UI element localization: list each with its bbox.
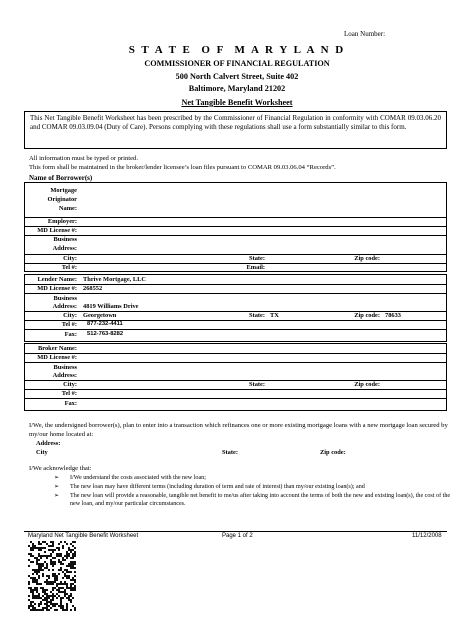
- home-address-label: Address:: [36, 440, 61, 447]
- originator-employer-label: Employer:: [47, 218, 77, 225]
- office-street-address: 500 North Calvert Street, Suite 402: [175, 72, 299, 81]
- bullet-arrow-icon: ➢: [54, 475, 60, 481]
- lender-business-label: Business: [53, 295, 77, 302]
- lender-zip-label: Zip code:: [354, 312, 380, 319]
- lender-fax-value: 512-763-8282: [87, 331, 124, 337]
- broker-city-label: City:: [63, 381, 77, 388]
- borrower-names-label: Name of Borrower(s): [29, 174, 93, 182]
- originator-name-label-3: Name:: [58, 205, 77, 212]
- lender-license-label: MD License #:: [37, 285, 77, 292]
- originator-business-label: Business: [53, 236, 77, 243]
- instruction-records: This form shall be maintained in the broker/lender licensee’s loan files pursuant to COMAR 09.03.06.04 “Records”.: [29, 164, 336, 171]
- lender-city-value: Georgetown: [83, 312, 117, 319]
- lender-fax-label: Fax:: [64, 331, 77, 338]
- originator-tel-label: Tel #:: [61, 264, 77, 271]
- lender-zip-value: 78633: [385, 312, 401, 319]
- lender-address-label: Address:: [52, 303, 77, 310]
- lender-section: [24, 274, 447, 342]
- broker-license-label: MD License #:: [37, 354, 77, 361]
- home-zip-label: Zip code:: [320, 449, 346, 456]
- acknowledgment-item-benefit: The new loan will provide a reasonable, tangible net benefit to me/us after taking into account the terms of both the new and existing loan(s), the cost of the new loan, and my/our particular circumstances.: [70, 493, 451, 508]
- lender-tel-value: 877-232-4411: [87, 321, 123, 327]
- bullet-arrow-icon: ➢: [54, 484, 60, 490]
- originator-address-label: Address:: [52, 245, 77, 252]
- originator-name-label-2: Originator: [47, 196, 77, 203]
- broker-zip-label: Zip code:: [354, 381, 380, 388]
- lender-license-value: 268552: [83, 285, 103, 292]
- broker-section: [24, 343, 447, 411]
- lender-city-label: City:: [63, 312, 77, 319]
- originator-name-label-1: Mortgage: [50, 187, 77, 194]
- footer-rule: [24, 531, 447, 532]
- originator-city-label: City:: [63, 255, 77, 262]
- lender-address-value: 4819 Williams Drive: [83, 303, 139, 310]
- lender-name-label: Lender Name:: [37, 276, 77, 283]
- originator-state-label: State:: [249, 255, 265, 262]
- footer-form-name: Maryland Net Tangible Benefit Worksheet: [28, 533, 139, 539]
- broker-state-label: State:: [249, 381, 265, 388]
- lender-state-label: State:: [249, 312, 265, 319]
- barcode-image: [28, 541, 76, 611]
- bullet-arrow-icon: ➢: [54, 493, 60, 499]
- originator-section: [24, 182, 447, 272]
- lender-state-value: TX: [270, 312, 279, 319]
- footer-page-number: Page 1 of 2: [222, 533, 253, 539]
- loan-number-label: Loan Number:: [344, 30, 386, 38]
- regulation-notice-box: This Net Tangible Benefit Worksheet has been prescribed by the Commissioner of Financial Regulation in conformity with COMAR 09.03.06.20 and COMAR 09.03.09.04 (Duty of Care). Persons complying with these regulations shall use a form substantially similar to this form.: [24, 111, 447, 149]
- broker-fax-label: Fax:: [64, 400, 77, 407]
- broker-tel-label: Tel #:: [61, 390, 77, 397]
- lender-name-value: Thrive Mortgage, LLC: [83, 276, 147, 283]
- acknowledgment-item-terms: The new loan may have different terms (including duration of term and rate of interest) than my/our existing loan(s); and: [70, 484, 365, 490]
- form-title: Net Tangible Benefit Worksheet: [181, 98, 293, 107]
- acknowledge-lead: I/We acknowledge that:: [29, 465, 92, 472]
- lender-tel-label: Tel #:: [61, 321, 77, 328]
- instruction-typed: All information must be typed or printed.: [29, 155, 138, 162]
- broker-business-label: Business: [53, 364, 77, 371]
- originator-zip-label: Zip code:: [354, 255, 380, 262]
- home-state-label: State:: [222, 449, 238, 456]
- footer-date: 11/12/2008: [412, 533, 442, 539]
- home-city-label: City: [36, 449, 48, 456]
- originator-license-label: MD License #:: [37, 227, 77, 234]
- originator-email-label: Email:: [246, 264, 265, 271]
- broker-address-label: Address:: [52, 372, 77, 379]
- acknowledgment-item-costs: I/We understand the costs associated with the new loan;: [70, 475, 206, 481]
- commissioner-heading: COMMISSIONER OF FINANCIAL REGULATION: [144, 59, 330, 68]
- state-title: S T A T E O F M A R Y L A N D: [128, 44, 346, 56]
- broker-name-label: Broker Name:: [38, 345, 77, 352]
- refinance-statement: I/We, the undersigned borrower(s), plan to enter into a transaction which refinances one or more existing mortgage loans with a new mortgage loan secured by my/our home located at:: [29, 422, 448, 438]
- office-city-address: Baltimore, Maryland 21202: [188, 84, 286, 93]
